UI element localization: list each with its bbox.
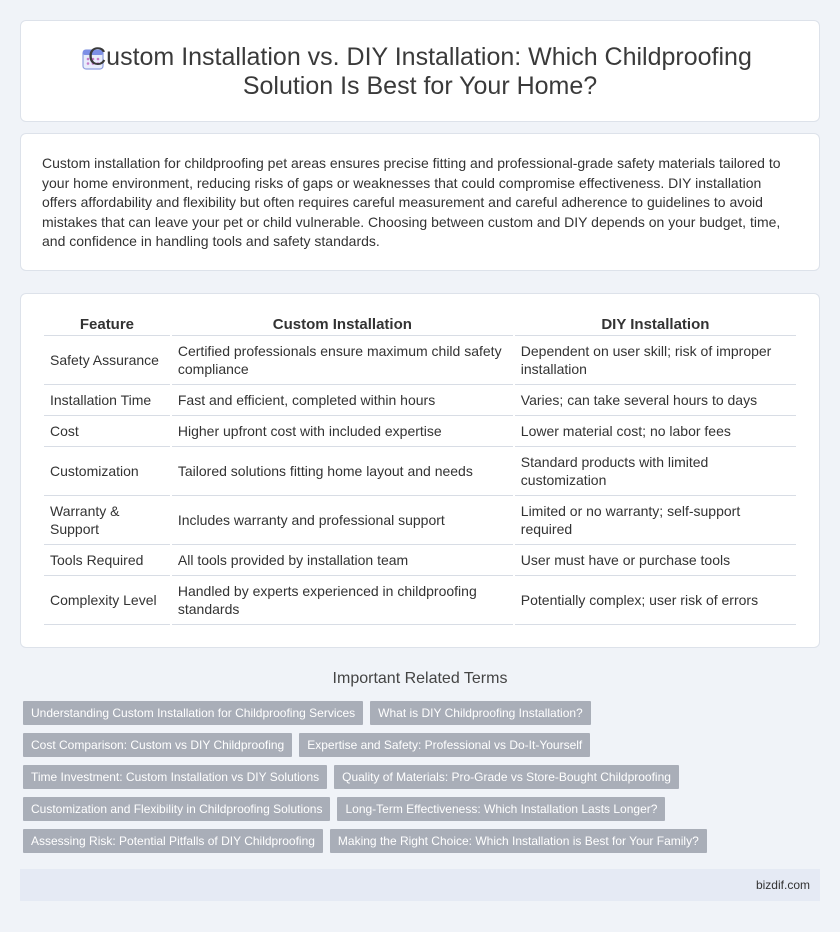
feature-cell: Installation Time (44, 385, 170, 416)
comparison-card (20, 293, 820, 648)
page-title-line-2: Solution Is Best for Your Home? (242, 72, 598, 100)
related-term-link[interactable]: Time Investment: Custom Installation vs DIY Solutions (23, 765, 327, 789)
footer (20, 869, 820, 901)
intro-card (20, 133, 820, 271)
related-term-link[interactable]: Understanding Custom Installation for Childproofing Services (23, 701, 363, 725)
diy-cell: Standard products with limited customization (515, 447, 796, 496)
table-row (44, 496, 796, 545)
table-header-row (44, 316, 796, 336)
table-row (44, 385, 796, 416)
related-term-link[interactable]: Assessing Risk: Potential Pitfalls of DIY Childproofing (23, 829, 323, 853)
page-title-line-1: Custom Installation vs. DIY Installation: Which Childproofing (88, 43, 752, 71)
related-term-link[interactable]: Customization and Flexibility in Childproofing Solutions (23, 797, 330, 821)
tag-row (23, 733, 823, 757)
tag-row (23, 797, 823, 821)
related-term-link[interactable]: Making the Right Choice: Which Installation is Best for Your Family? (330, 829, 707, 853)
diy-cell: Lower material cost; no labor fees (515, 416, 796, 447)
header-custom-installation: Custom Installation (172, 316, 513, 336)
table-row (44, 545, 796, 576)
related-term-link[interactable]: What is DIY Childproofing Installation? (370, 701, 591, 725)
comparison-table (42, 316, 798, 625)
intro-paragraph: Custom installation for childproofing pet areas ensures precise fitting and professional-grade safety materials tailored to your home environment, reducing risks of gaps or weaknesses that could compromise effectiveness. DIY installation offers affordability and flexibility but often requires careful measurement and careful adherence to guidelines to avoid mistakes that can leave your pet or child vulnerable. Choosing between custom and DIY depends on your budget, time, and confidence in handling tools and safety standards. (42, 155, 781, 249)
tag-row (23, 765, 823, 789)
related-term-link[interactable]: Long-Term Effectiveness: Which Installation Lasts Longer? (337, 797, 665, 821)
header-feature: Feature (44, 316, 170, 336)
custom-cell: All tools provided by installation team (172, 545, 513, 576)
tag-row (23, 701, 823, 725)
feature-cell: Customization (44, 447, 170, 496)
footer-site-link[interactable]: bizdif.com (755, 878, 810, 892)
custom-cell: Handled by experts experienced in childproofing standards (172, 576, 513, 625)
related-terms-heading: Important Related Terms (332, 670, 508, 687)
feature-cell: Cost (44, 416, 170, 447)
diy-cell: Potentially complex; user risk of errors (515, 576, 796, 625)
table-row (44, 576, 796, 625)
custom-cell: Tailored solutions fitting home layout and needs (172, 447, 513, 496)
diy-cell: Dependent on user skill; risk of improper installation (515, 336, 796, 385)
feature-cell: Complexity Level (44, 576, 170, 625)
related-term-link[interactable]: Expertise and Safety: Professional vs Do-It-Yourself (299, 733, 590, 757)
diy-cell: User must have or purchase tools (515, 545, 796, 576)
table-row (44, 336, 796, 385)
page-title (21, 43, 819, 101)
header-diy-installation: DIY Installation (515, 316, 796, 336)
feature-cell: Tools Required (44, 545, 170, 576)
feature-cell: Warranty & Support (44, 496, 170, 545)
table-row (44, 416, 796, 447)
title-card (20, 20, 820, 122)
custom-cell: Certified professionals ensure maximum child safety compliance (172, 336, 513, 385)
related-terms-list (23, 701, 823, 861)
feature-cell: Safety Assurance (44, 336, 170, 385)
table-row (44, 447, 796, 496)
custom-cell: Fast and efficient, completed within hours (172, 385, 513, 416)
custom-cell: Includes warranty and professional support (172, 496, 513, 545)
related-term-link[interactable]: Quality of Materials: Pro-Grade vs Store-Bought Childproofing (334, 765, 679, 789)
tag-row (23, 829, 823, 853)
diy-cell: Limited or no warranty; self-support required (515, 496, 796, 545)
custom-cell: Higher upfront cost with included expertise (172, 416, 513, 447)
related-term-link[interactable]: Cost Comparison: Custom vs DIY Childproofing (23, 733, 292, 757)
diy-cell: Varies; can take several hours to days (515, 385, 796, 416)
